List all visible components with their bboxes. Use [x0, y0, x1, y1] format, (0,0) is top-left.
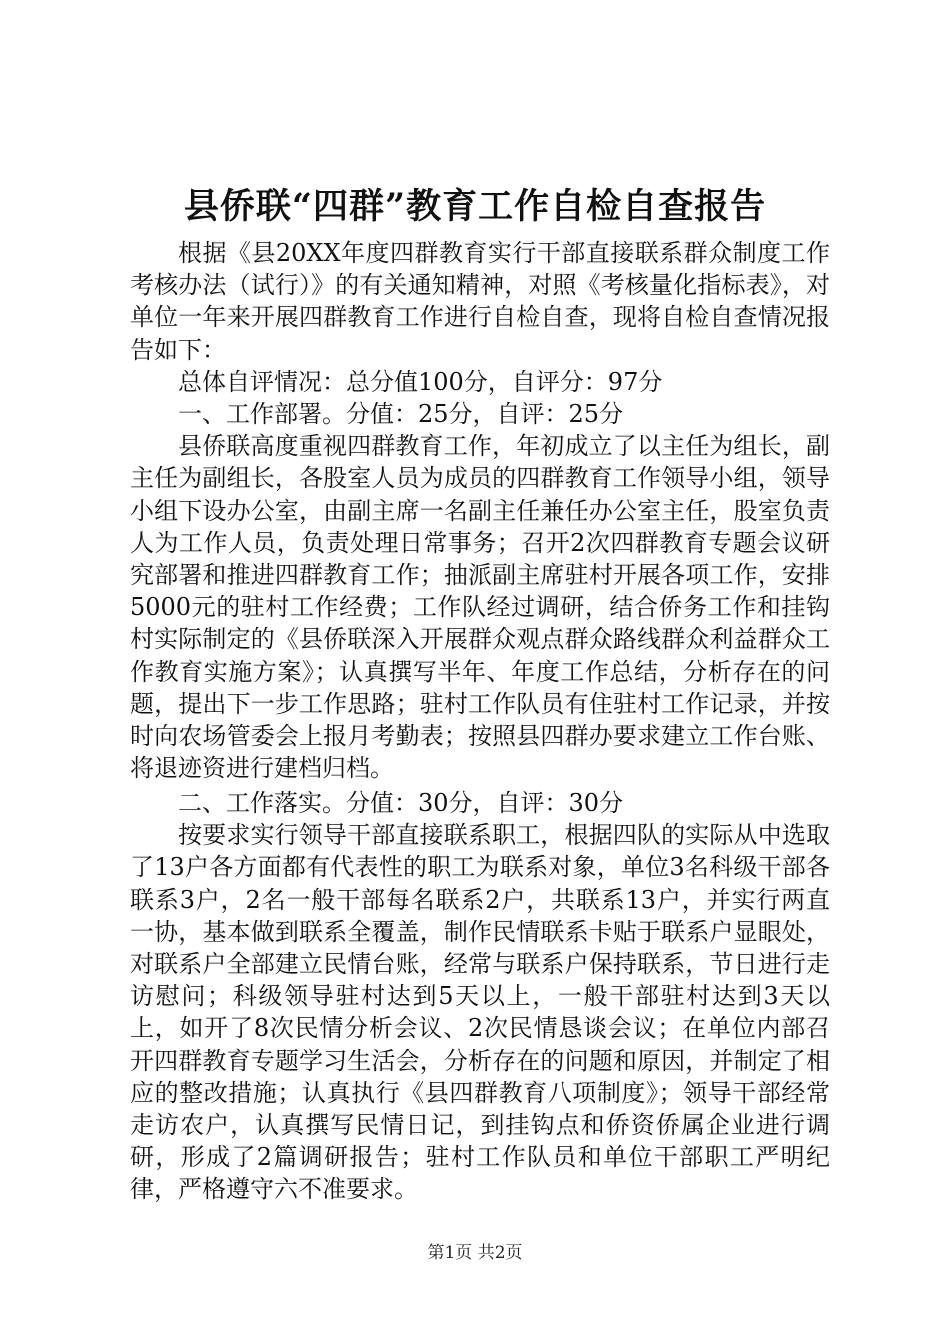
section-one-paragraph: 县侨联高度重视四群教育工作，年初成立了以主任为组长，副主任为副组长，各股室人员为成员的四群教育工作领导小组，领导小组下设办公室，由副主席一名副主任兼任办公室主任，股室负责人为工作人员，负责处理日常事务；召开2次四群教育专题会议研究部署和推进四群教育工作；抽派副主席驻村开展各项工作，安排5000元的驻村工作经费；工作队经过调研，结合侨务工作和挂钩村实际制定的《县侨联深入开展群众观点群众路线群众利益群众工作教育实施方案》；认真撰写半年、年度工作总结，分析存在的问题，提出下一步工作思路；驻村工作队员有住驻村工作记录，并按时向农场管委会上报月考勤表；按照县四群办要求建立工作台账、将退迹资进行建档归档。	[130, 432, 830, 783]
intro-paragraph: 根据《县20XX年度四群教育实行干部直接联系群众制度工作考核办法（试行）》的有关通知精神，对照《考核量化指标表》，对单位一年来开展四群教育工作进行自检自查，现将自检自查情况报告如下：	[130, 239, 830, 364]
section-two-heading: 二、工作落实。分值：30分，自评：30分	[178, 789, 624, 817]
section-two-paragraph: 按要求实行领导干部直接联系职工，根据四队的实际从中选取了13户各方面都有代表性的职工为联系对象，单位3名科级干部各联系3户，2名一般干部每名联系2户，共联系13户，并实行两直一协，基本做到联系全覆盖，制作民情联系卡贴于联系户显眼处，对联系户全部建立民情台账，经常与联系户保持联系，节日进行走访慰问；科级领导驻村达到5天以上，一般干部驻村达到3天以上，如开了8次民情分析会议、2次民情恳谈会议；在单位内部召开四群教育专题学习生活会，分析存在的问题和原因，并制定了相应的整改措施；认真执行《县四群教育八项制度》；领导干部经常走访农户，认真撰写民情日记，到挂钩点和侨资侨属企业进行调研，形成了2篇调研报告；驻村工作队员和单位干部职工严明纪律，严格遵守六不准要求。	[130, 821, 830, 1204]
page-footer: 第1页 共2页	[427, 1243, 523, 1263]
overall-score-line: 总体自评情况：总分值100分，自评分：97分	[178, 367, 663, 396]
section-two-block	[130, 787, 830, 1206]
section-one-block	[130, 237, 830, 784]
document-title: 县侨联“四群”教育工作自检自查报告	[183, 186, 767, 227]
section-one-heading: 一、工作部署。分值：25分，自评：25分	[178, 400, 624, 429]
